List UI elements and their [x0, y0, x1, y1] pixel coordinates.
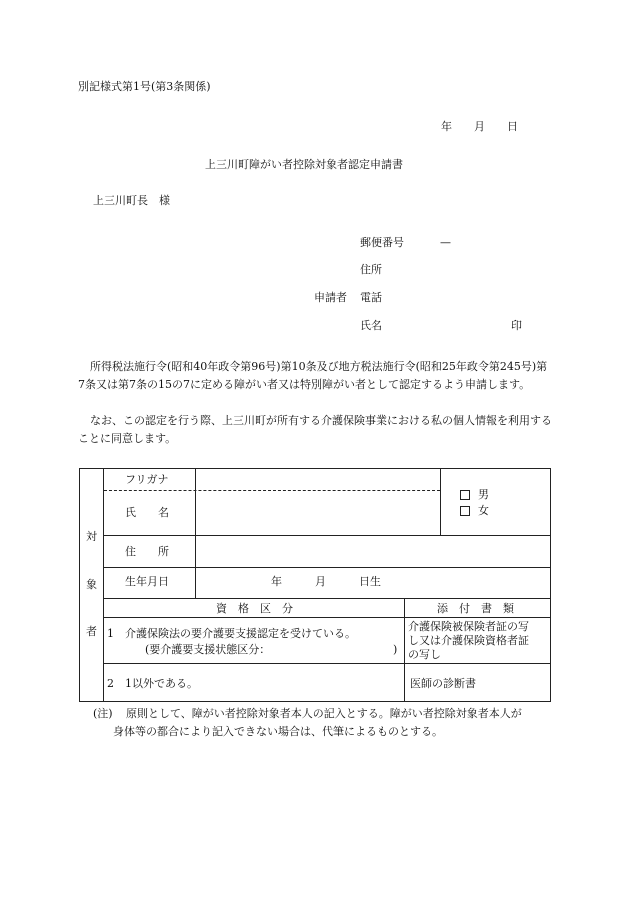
phone-label: 電話: [360, 291, 382, 304]
note-line-2: 身体等の都合により記入できない場合は、代筆によるものとする。: [113, 725, 443, 738]
subject-char-1: 対: [86, 530, 97, 543]
row2-text: 1以外である。: [125, 677, 198, 690]
address-input[interactable]: [196, 536, 550, 567]
subject-char-2: 象: [86, 578, 97, 591]
form-number: 別記様式第1号(第3条関係): [78, 80, 211, 93]
subject-char-3: 者: [86, 625, 97, 638]
furigana-label: フリガナ: [125, 473, 169, 486]
row1-attachment-line2: し又は介護保険資格者証: [408, 634, 529, 647]
row1-attachment-line3: の写し: [408, 648, 441, 661]
row1-attachment-line1: 介護保険被保険者証の写: [408, 620, 529, 633]
body-paragraph-2: なお、この認定を行う際、上三川町が所有する介護保険事業における私の個人情報を利用することに同意します。: [78, 414, 552, 445]
birthdate-label: 生年月日: [125, 575, 169, 588]
postal-code-dash: —: [440, 236, 451, 249]
gender-male-option[interactable]: 男: [460, 489, 489, 500]
seal-mark: 印: [511, 319, 522, 332]
date-line: 年 月 日: [441, 120, 518, 133]
note-label: (注): [93, 707, 113, 720]
qualification-header: 資 格 区 分: [216, 602, 293, 615]
page-title: 上三川町障がい者控除対象者認定申請書: [205, 158, 403, 171]
row2-attachment: 医師の診断書: [410, 677, 476, 690]
subject-info-table: [79, 468, 551, 702]
row2-number: 2: [107, 677, 114, 690]
name-input[interactable]: [196, 491, 440, 535]
furigana-input[interactable]: [196, 469, 440, 490]
gender-female-option[interactable]: 女: [460, 505, 489, 516]
birthdate-value[interactable]: 年 月 日生: [271, 575, 381, 588]
body-paragraph-1: 所得税法施行令(昭和40年政令第96号)第10条及び地方税法施行令(昭和25年政令第245号)第7条又は第7条の15の7に定める障がい者又は特別障がい者として認定するよう申請します。: [78, 360, 548, 391]
address-row-label: 住 所: [125, 545, 169, 558]
row1-close-paren: ): [393, 643, 398, 656]
checkbox-icon[interactable]: [460, 490, 470, 500]
checkbox-icon[interactable]: [460, 506, 470, 516]
row1-subtext: (要介護要支援状態区分：: [145, 643, 271, 656]
applicant-label: 申請者: [314, 291, 347, 304]
name-label: 氏名: [360, 319, 382, 332]
row1-number: 1: [107, 627, 114, 640]
attachment-header: 添 付 書 類: [437, 602, 514, 615]
postal-code-label: 郵便番号: [360, 236, 404, 249]
address-label: 住所: [360, 263, 382, 276]
row1-text: 介護保険法の要介護要支援認定を受けている。: [125, 627, 356, 640]
note-line-1: 原則として、障がい者控除対象者本人の記入とする。障がい者控除対象者本人が: [126, 707, 522, 720]
addressee: 上三川町長 様: [93, 194, 170, 207]
name-row-label: 氏 名: [125, 506, 169, 519]
